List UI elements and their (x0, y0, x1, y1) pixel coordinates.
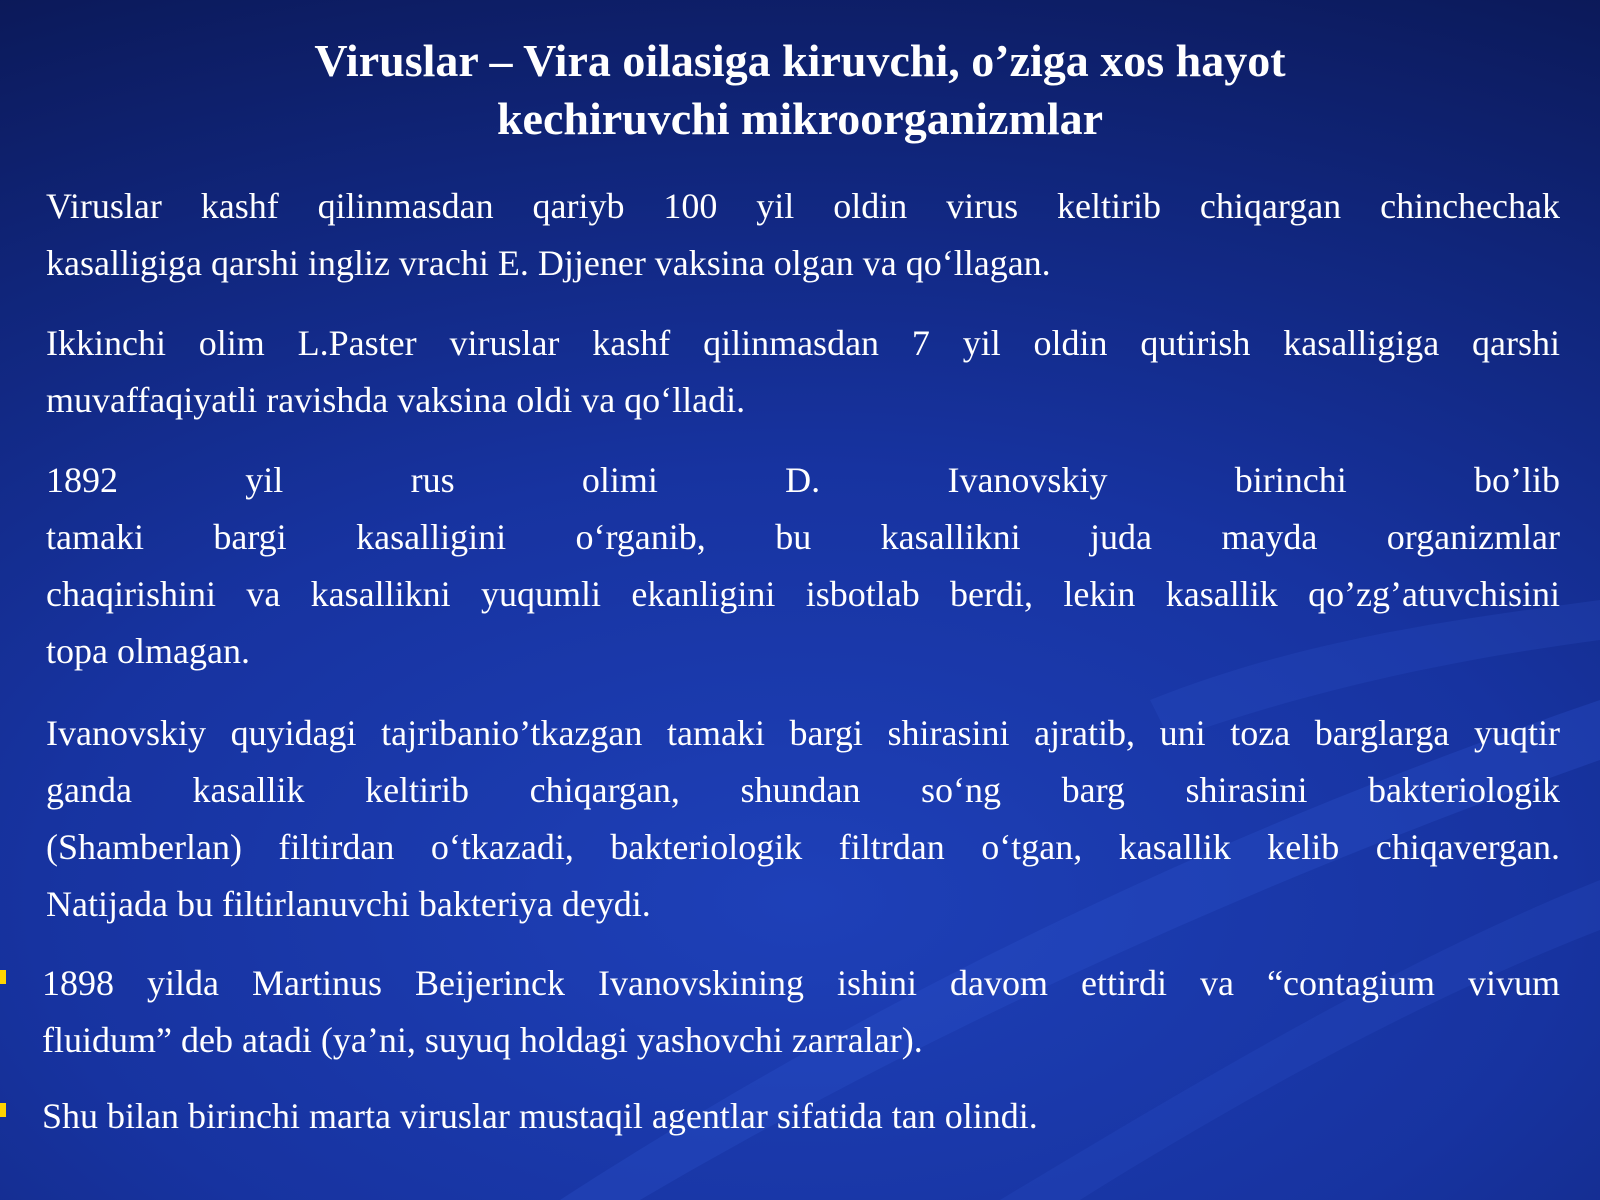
bullet-line: Shu bilan birinchi marta viruslar mustaqil agentlar sifatida tan olindi. (42, 1096, 1038, 1136)
paragraph-line: tamaki bargi kasalligini o‘rganib, bu kasallikni juda mayda organizmlar (46, 517, 1560, 557)
paragraph-line: kasalligiga qarshi ingliz vrachi E. Djjener vaksina olgan va qo‘llagan. (46, 243, 1051, 283)
paragraph-ivanovskiy-1892 (46, 452, 1560, 680)
paragraph-ivanovskiy-experiment (46, 705, 1560, 933)
bullet-conclusion (42, 1088, 1560, 1145)
slide-title-line: Viruslar – Vira oilasiga kiruvchi, o’ziga xos hayot (314, 35, 1286, 86)
paragraph-line: muvaffaqiyatli ravishda vaksina oldi va qo‘lladi. (46, 380, 746, 420)
paragraph-line: topa olmagan. (46, 631, 250, 671)
paragraph-line: (Shamberlan) filtirdan o‘tkazadi, bakteriologik filtrdan o‘tgan, kasallik kelib chiqavergan. (46, 827, 1560, 867)
bullet-line: 1898 yilda Martinus Beijerinck Ivanovskining ishini davom ettirdi va “contagium vivum (42, 963, 1560, 1003)
paragraph-jenner (46, 178, 1560, 292)
bullet-marker (0, 1103, 6, 1117)
bullet-beijerinck (42, 955, 1560, 1069)
paragraph-line: Ivanovskiy quyidagi tajribanio’tkazgan tamaki bargi shirasini ajratib, uni toza barglarga yuqtir (46, 713, 1560, 753)
paragraph-line: ganda kasallik keltirib chiqargan, shundan so‘ng barg shirasini bakteriologik (46, 770, 1560, 810)
paragraph-line: Ikkinchi olim L.Paster viruslar kashf qilinmasdan 7 yil oldin qutirish kasalligiga qarshi (46, 323, 1560, 363)
paragraph-line: Viruslar kashf qilinmasdan qariyb 100 yil oldin virus keltirib chiqargan chinchechak (46, 186, 1560, 226)
paragraph-line: chaqirishini va kasallikni yuqumli ekanligini isbotlab berdi, lekin kasallik qo’zg’atuvchisini (46, 574, 1560, 614)
paragraph-line: 1892 yil rus olimi D. Ivanovskiy birinchi bo’lib (46, 460, 1560, 500)
paragraph-pasteur (46, 315, 1560, 429)
slide-title (0, 32, 1600, 148)
paragraph-line: Natijada bu filtirlanuvchi bakteriya deydi. (46, 884, 651, 924)
bullet-line: fluidum” deb atadi (ya’ni, suyuq holdagi yashovchi zarralar). (42, 1020, 923, 1060)
bullet-marker (0, 970, 6, 984)
slide-title-line: kechiruvchi mikroorganizmlar (496, 93, 1104, 144)
